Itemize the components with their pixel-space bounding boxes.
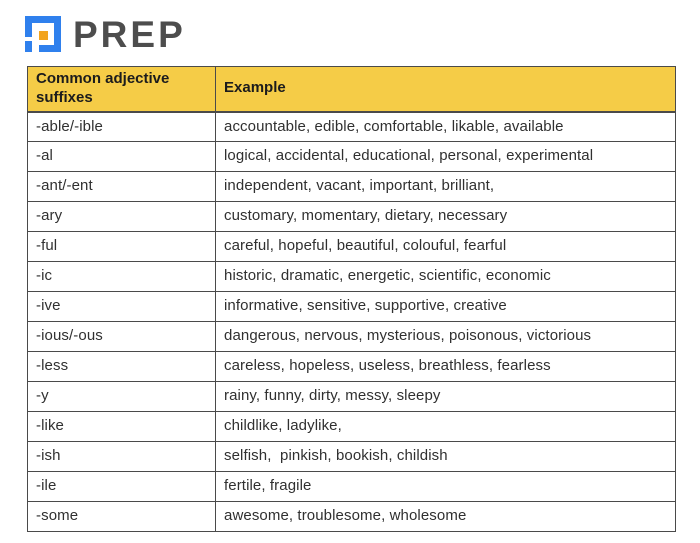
example-cell: independent, vacant, important, brilliant, <box>216 172 676 202</box>
suffix-cell: -less <box>28 352 216 382</box>
suffix-cell: -al <box>28 142 216 172</box>
example-cell: dangerous, nervous, mysterious, poisonous, victorious <box>216 322 676 352</box>
table-row <box>28 172 676 202</box>
example-cell: rainy, funny, dirty, messy, sleepy <box>216 382 676 412</box>
example-cell: fertile, fragile <box>216 472 676 502</box>
table-row <box>28 262 676 292</box>
example-cell: selfish, pinkish, bookish, childish <box>216 442 676 472</box>
table-body <box>28 112 676 532</box>
example-cell: childlike, ladylike, <box>216 412 676 442</box>
table-header-row <box>28 67 676 112</box>
example-cell: logical, accidental, educational, personal, experimental <box>216 142 676 172</box>
table-row <box>28 142 676 172</box>
table-row <box>28 112 676 142</box>
suffix-cell: -ious/-ous <box>28 322 216 352</box>
suffix-table <box>27 66 676 532</box>
table-row <box>28 412 676 442</box>
table-row <box>28 232 676 262</box>
suffix-cell: -ic <box>28 262 216 292</box>
example-cell: informative, sensitive, supportive, creative <box>216 292 676 322</box>
suffix-cell: -ful <box>28 232 216 262</box>
suffix-cell: -ant/-ent <box>28 172 216 202</box>
prep-logo <box>20 11 186 57</box>
table-row <box>28 382 676 412</box>
suffix-cell: -like <box>28 412 216 442</box>
suffix-cell: -ish <box>28 442 216 472</box>
header-suffixes: Common adjective suffixes <box>28 67 216 112</box>
suffix-cell: -ive <box>28 292 216 322</box>
example-cell: careless, hopeless, useless, breathless, fearless <box>216 352 676 382</box>
example-cell: awesome, troublesome, wholesome <box>216 502 676 532</box>
header-example: Example <box>216 67 676 112</box>
example-cell: historic, dramatic, energetic, scientific, economic <box>216 262 676 292</box>
table-row <box>28 352 676 382</box>
example-cell: customary, momentary, dietary, necessary <box>216 202 676 232</box>
table-row <box>28 442 676 472</box>
table-row <box>28 292 676 322</box>
table-row <box>28 322 676 352</box>
logo-text: PREP <box>73 13 186 55</box>
suffix-cell: -ile <box>28 472 216 502</box>
suffix-cell: -ary <box>28 202 216 232</box>
suffix-cell: -some <box>28 502 216 532</box>
suffix-cell: -able/-ible <box>28 112 216 142</box>
table-row <box>28 472 676 502</box>
example-cell: accountable, edible, comfortable, likable, available <box>216 112 676 142</box>
suffix-cell: -y <box>28 382 216 412</box>
example-cell: careful, hopeful, beautiful, colouful, fearful <box>216 232 676 262</box>
suffix-table-container <box>27 66 676 532</box>
table-row <box>28 502 676 532</box>
prep-logo-icon <box>20 11 66 57</box>
table-row <box>28 202 676 232</box>
